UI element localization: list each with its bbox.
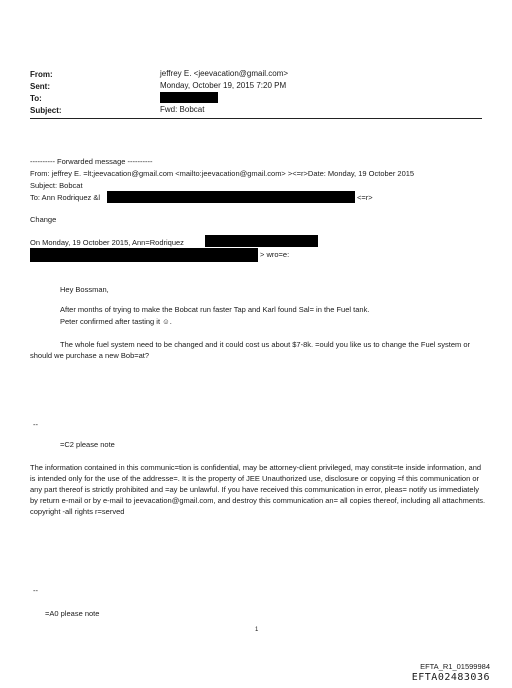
on-line-redaction-1	[205, 235, 318, 247]
subject-label: Subject:	[30, 106, 62, 115]
page-number: 1	[255, 627, 259, 633]
from-label: From:	[30, 70, 53, 79]
from-value: jeffrey E. <jeevacation@gmail.com>	[160, 69, 289, 78]
header-divider	[30, 118, 482, 119]
paragraph-1-line-2-text: Peter confirmed after tasting it	[60, 317, 161, 326]
forwarded-to-suffix: <=r>	[357, 193, 373, 202]
subject-value: Fwd: Bobcat	[160, 105, 205, 114]
wrote-text: > wro=e:	[260, 250, 290, 259]
confidentiality-disclaimer: The information contained in this communic=tion is confidential, may be attorney-client privileged, may constit=te inside information, and is intended only for the use of the addresse=. It is the property of JEE Unauthorized use, disclosure or copying =f this communication or any part thereof is strictly prohibited and =ay be unlawful. If you have received this communication in error, pleas= notify us immediately by return e-mail or by e-mail to jeevacation@gmail.com, and destroy this communication an= all copies thereof, including all attachments. copyright -all rights r=served	[30, 463, 486, 516]
forwarded-banner: ---------- Forwarded message ----------	[30, 157, 153, 166]
paragraph-2-text: The whole fuel system need to be changed and it could cost us about $7-8k. =ould you like us to change the Fuel system or should we purchase a new Bob=at?	[30, 340, 471, 360]
greeting: Hey Bossman,	[60, 285, 109, 294]
forwarded-to-redaction	[107, 191, 355, 203]
signature-dash-2: --	[33, 586, 38, 595]
forwarded-from-line: From: jeffrey E. =lt;jeevacation@gmail.com <mailto:jeevacation@gmail.com> ><=r>Date: Monday, 19 October 2015	[30, 169, 415, 178]
on-line-redaction-2	[30, 248, 258, 262]
sent-label: Sent:	[30, 82, 50, 91]
change-text: Change	[30, 215, 57, 224]
on-line: On Monday, 19 October 2015, Ann=Rodriquez	[30, 238, 184, 247]
signature-dash-1: --	[33, 420, 38, 429]
to-label: To:	[30, 94, 42, 103]
please-note-2: =A0 please note	[45, 609, 100, 618]
to-redaction	[160, 92, 218, 103]
paragraph-1-line-1: After months of trying to make the Bobcat run faster Tap and Karl found Sal= in the Fuel tank.	[60, 305, 370, 314]
sent-value: Monday, October 19, 2015 7:20 PM	[160, 81, 287, 90]
bates-number-small: EFTA_R1_01599984	[420, 662, 490, 671]
forwarded-subject-line: Subject: Bobcat	[30, 181, 83, 190]
forwarded-to-prefix: To: Ann Rodriquez &l	[30, 193, 101, 202]
please-note-1: =C2 please note	[60, 440, 115, 449]
smiley-icon: ☺.	[162, 317, 172, 326]
paragraph-1-line-2	[60, 317, 172, 327]
bates-number-large: EFTA02483036	[411, 672, 490, 683]
paragraph-2	[30, 339, 488, 361]
